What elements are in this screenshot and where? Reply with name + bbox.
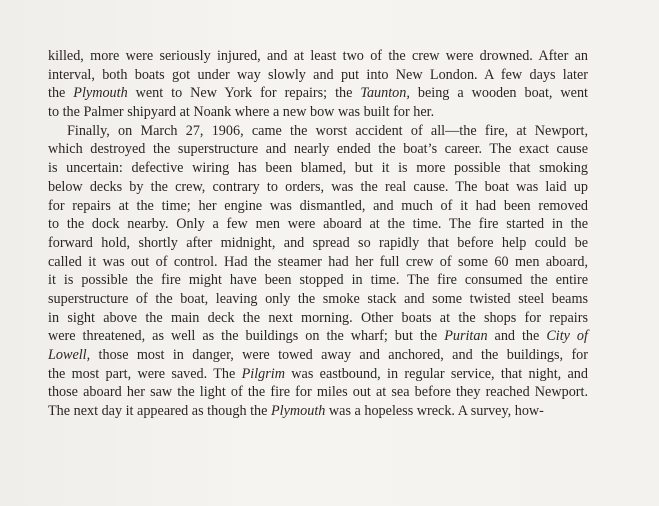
italic-text: Pilgrim xyxy=(241,365,285,382)
text-run: were threatened, as well as the buildings on the wharf; but the xyxy=(48,328,445,345)
text-run: in sight above the main deck the next morning. Other boats at the shops for repairs xyxy=(48,309,588,326)
text-line xyxy=(48,383,588,402)
text-line xyxy=(48,140,588,159)
text-run: those aboard her saw the light of the fire for miles out at sea before they reached Newport. xyxy=(48,384,588,401)
text-line xyxy=(48,346,588,365)
text-run: for repairs at the time; her engine was dismantled, and much of it had been removed xyxy=(48,197,588,214)
text-run: the most part, were saved. The xyxy=(48,365,242,382)
text-line xyxy=(48,253,588,272)
text-run: is uncertain: defective wiring has been blamed, but it is more possible that smoking xyxy=(48,160,588,177)
text-line xyxy=(48,365,588,384)
italic-text: Puritan xyxy=(444,328,488,345)
text-line xyxy=(48,327,588,346)
text-run: Finally, on March 27, 1906, came the worst accident of all—the fire, at Newport, xyxy=(67,122,588,139)
italic-text: Plymouth xyxy=(270,403,326,420)
text-line xyxy=(48,103,588,122)
text-run: interval, both boats got under way slowly and put into New London. A few days later xyxy=(48,66,588,83)
text-run: to the dock nearby. Only a few men were aboard at the time. The fire started in the xyxy=(48,216,588,233)
text-run: those most in danger, were towed away and anchored, and the buildings, for xyxy=(90,347,588,363)
text-run: being a wooden boat, went xyxy=(409,85,588,102)
text-run: below decks by the crew, contrary to orders, was the real cause. The boat was laid up xyxy=(48,178,588,195)
text-line xyxy=(48,47,588,66)
text-run: went to New York for repairs; the xyxy=(127,85,361,102)
text-line xyxy=(48,402,588,421)
text-line xyxy=(48,178,588,197)
text-line xyxy=(48,271,588,290)
italic-text: City of xyxy=(546,328,588,345)
text-line xyxy=(48,159,588,178)
paragraph xyxy=(48,47,588,122)
text-line xyxy=(48,215,588,234)
text-run: it is possible the fire might have been stopped in time. The fire consumed the entire xyxy=(48,272,588,289)
text-line xyxy=(48,234,588,253)
text-run: was a hopeless wreck. A survey, how- xyxy=(325,403,544,420)
text-line xyxy=(48,122,588,141)
text-run: The next day it appeared as though the xyxy=(48,403,271,420)
text-run: the xyxy=(48,85,74,102)
text-run: killed, more were seriously injured, and at least two of the crew were drowned. After an xyxy=(48,48,588,64)
text-run: superstructure of the boat, leaving only the smoke stack and some twisted steel beams xyxy=(48,290,588,307)
text-line xyxy=(48,66,588,85)
text-line xyxy=(48,84,588,103)
text-run: which destroyed the superstructure and nearly ended the boat’s career. The exact cause xyxy=(48,141,588,158)
text-run: to the Palmer shipyard at Noank where a new bow was built for her. xyxy=(48,104,435,121)
italic-text: Plymouth xyxy=(73,85,128,102)
text-line xyxy=(48,290,588,309)
text-line xyxy=(48,309,588,328)
text-line xyxy=(48,197,588,216)
text-run: was eastbound, in regular service, that night, and xyxy=(284,365,588,382)
text-run: called it was out of control. Had the steamer had her full crew of some 60 men aboard, xyxy=(48,253,588,270)
text-run: forward hold, shortly after midnight, and spread so rapidly that before help could be xyxy=(48,234,588,251)
paragraph xyxy=(48,122,588,421)
body-text xyxy=(48,47,588,421)
text-run: and the xyxy=(487,328,547,345)
italic-text: Taunton, xyxy=(360,85,410,102)
italic-text: Lowell, xyxy=(48,347,91,363)
